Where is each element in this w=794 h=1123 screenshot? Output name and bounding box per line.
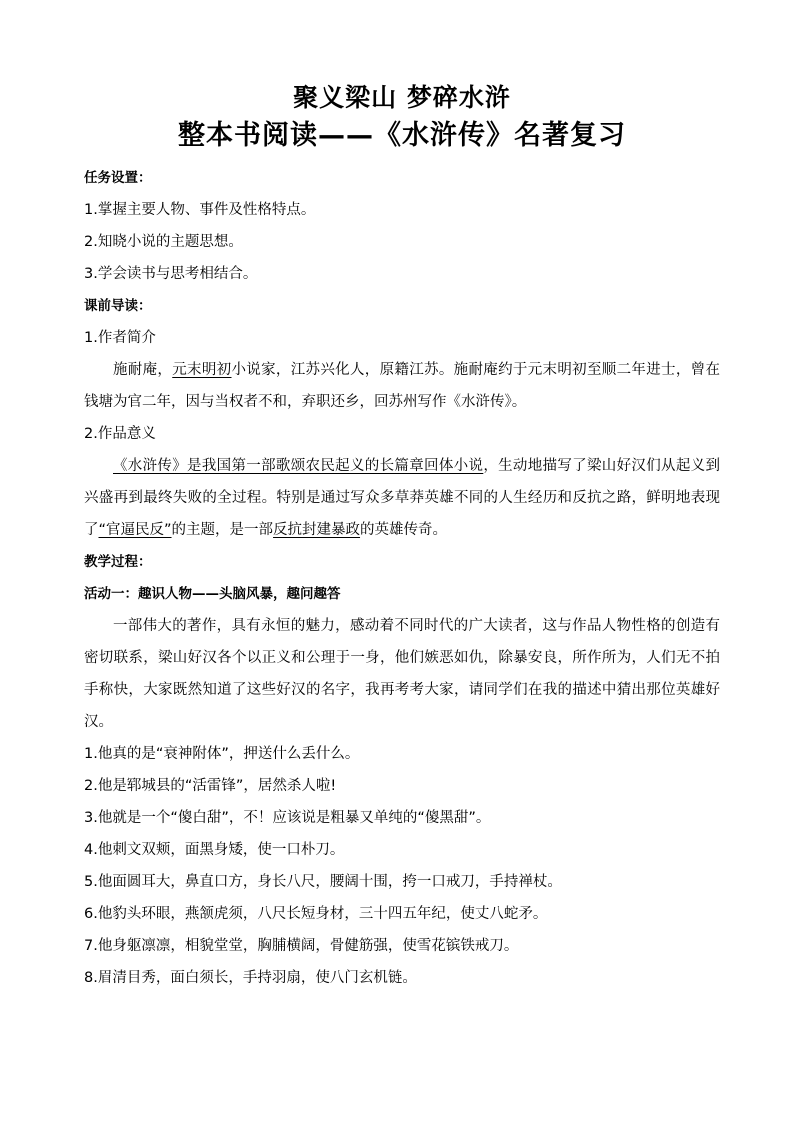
process-heading: 教学过程： <box>84 554 152 570</box>
task-item: 2.知晓小说的主题思想。 <box>84 234 243 250</box>
meaning-underlined-1: 《水浒传》是我国第一部歌颂农民起义的长篇章回体小说 <box>113 458 484 474</box>
meaning-text-1: ，生动地描写了梁山好汉们从起义到兴盛再到最终失败的全过程。特别是通过写众多草莽英雄不同的人生经历和反抗之路，鲜明地表现了 <box>84 458 720 538</box>
document-subtitle: 整本书阅读——《水浒传》名著复习 <box>178 120 626 151</box>
clue-item: 7.他身躯凛凛，相貌堂堂，胸脯横阔，骨健筋强，使雪花镔铁戒刀。 <box>84 938 519 954</box>
author-text-2: 小说家，江苏兴化人，原籍江苏。施耐庵约于元末明初至顺二年进士，曾在钱塘为官二年，因与当权者不和，弃职还乡，回苏州写作《水浒传》。 <box>84 362 720 410</box>
author-heading: 1.作者简介 <box>84 330 156 346</box>
activity-heading: 活动一：趣识人物——头脑风暴，趣问趣答 <box>84 586 341 602</box>
meaning-paragraph <box>84 450 720 546</box>
document-title: 聚义梁山 梦碎水浒 <box>293 83 511 112</box>
author-text-1: 施耐庵， <box>113 362 173 378</box>
clue-item: 3.他就是一个“傻白甜”，不！应该说是粗暴又单纯的“傻黑甜”。 <box>84 810 491 826</box>
activity-intro: 一部伟大的著作，具有永恒的魅力，感动着不同时代的广大读者，这与作品人物性格的创造有密切联系，梁山好汉各个以正义和公理于一身，他们嫉恶如仇，除暴安良，所作所为，人们无不拍手称快，大家既然知道了这些好汉的名字，我再考考大家，请同学们在我的描述中猜出那位英雄好汉。 <box>84 618 720 730</box>
author-era-underlined: 元末明初 <box>172 362 232 378</box>
clue-item: 8.眉清目秀，面白须长，手持羽扇，使八门玄机链。 <box>84 970 417 986</box>
meaning-text-2: 的主题，是一部 <box>171 522 274 538</box>
preview-heading: 课前导读： <box>84 298 152 314</box>
clue-item: 5.他面圆耳大，鼻直口方，身长八尺，腰阔十围，挎一口戒刀，手持禅杖。 <box>84 874 562 890</box>
author-paragraph <box>84 354 720 418</box>
task-heading: 任务设置： <box>84 170 152 186</box>
clue-item: 2.他是郓城县的“活雷锋”，居然杀人啦! <box>84 778 337 794</box>
meaning-underlined-2: “官逼民反” <box>98 522 172 538</box>
clue-item: 6.他豹头环眼，燕颔虎须，八尺长短身材，三十四五年纪，使丈八蛇矛。 <box>84 906 548 922</box>
task-item: 3.学会读书与思考相结合。 <box>84 266 258 282</box>
clue-item: 4.他刺文双颊，面黑身矮，使一口朴刀。 <box>84 842 345 858</box>
task-item: 1.掌握主要人物、事件及性格特点。 <box>84 202 316 218</box>
document-page <box>84 80 720 994</box>
meaning-underlined-3: 反抗封建暴政 <box>273 522 361 538</box>
clue-item: 1.他真的是“衰神附体”，押送什么丢什么。 <box>84 746 360 762</box>
meaning-text-3: 的英雄传奇。 <box>360 522 448 538</box>
meaning-heading: 2.作品意义 <box>84 426 156 442</box>
